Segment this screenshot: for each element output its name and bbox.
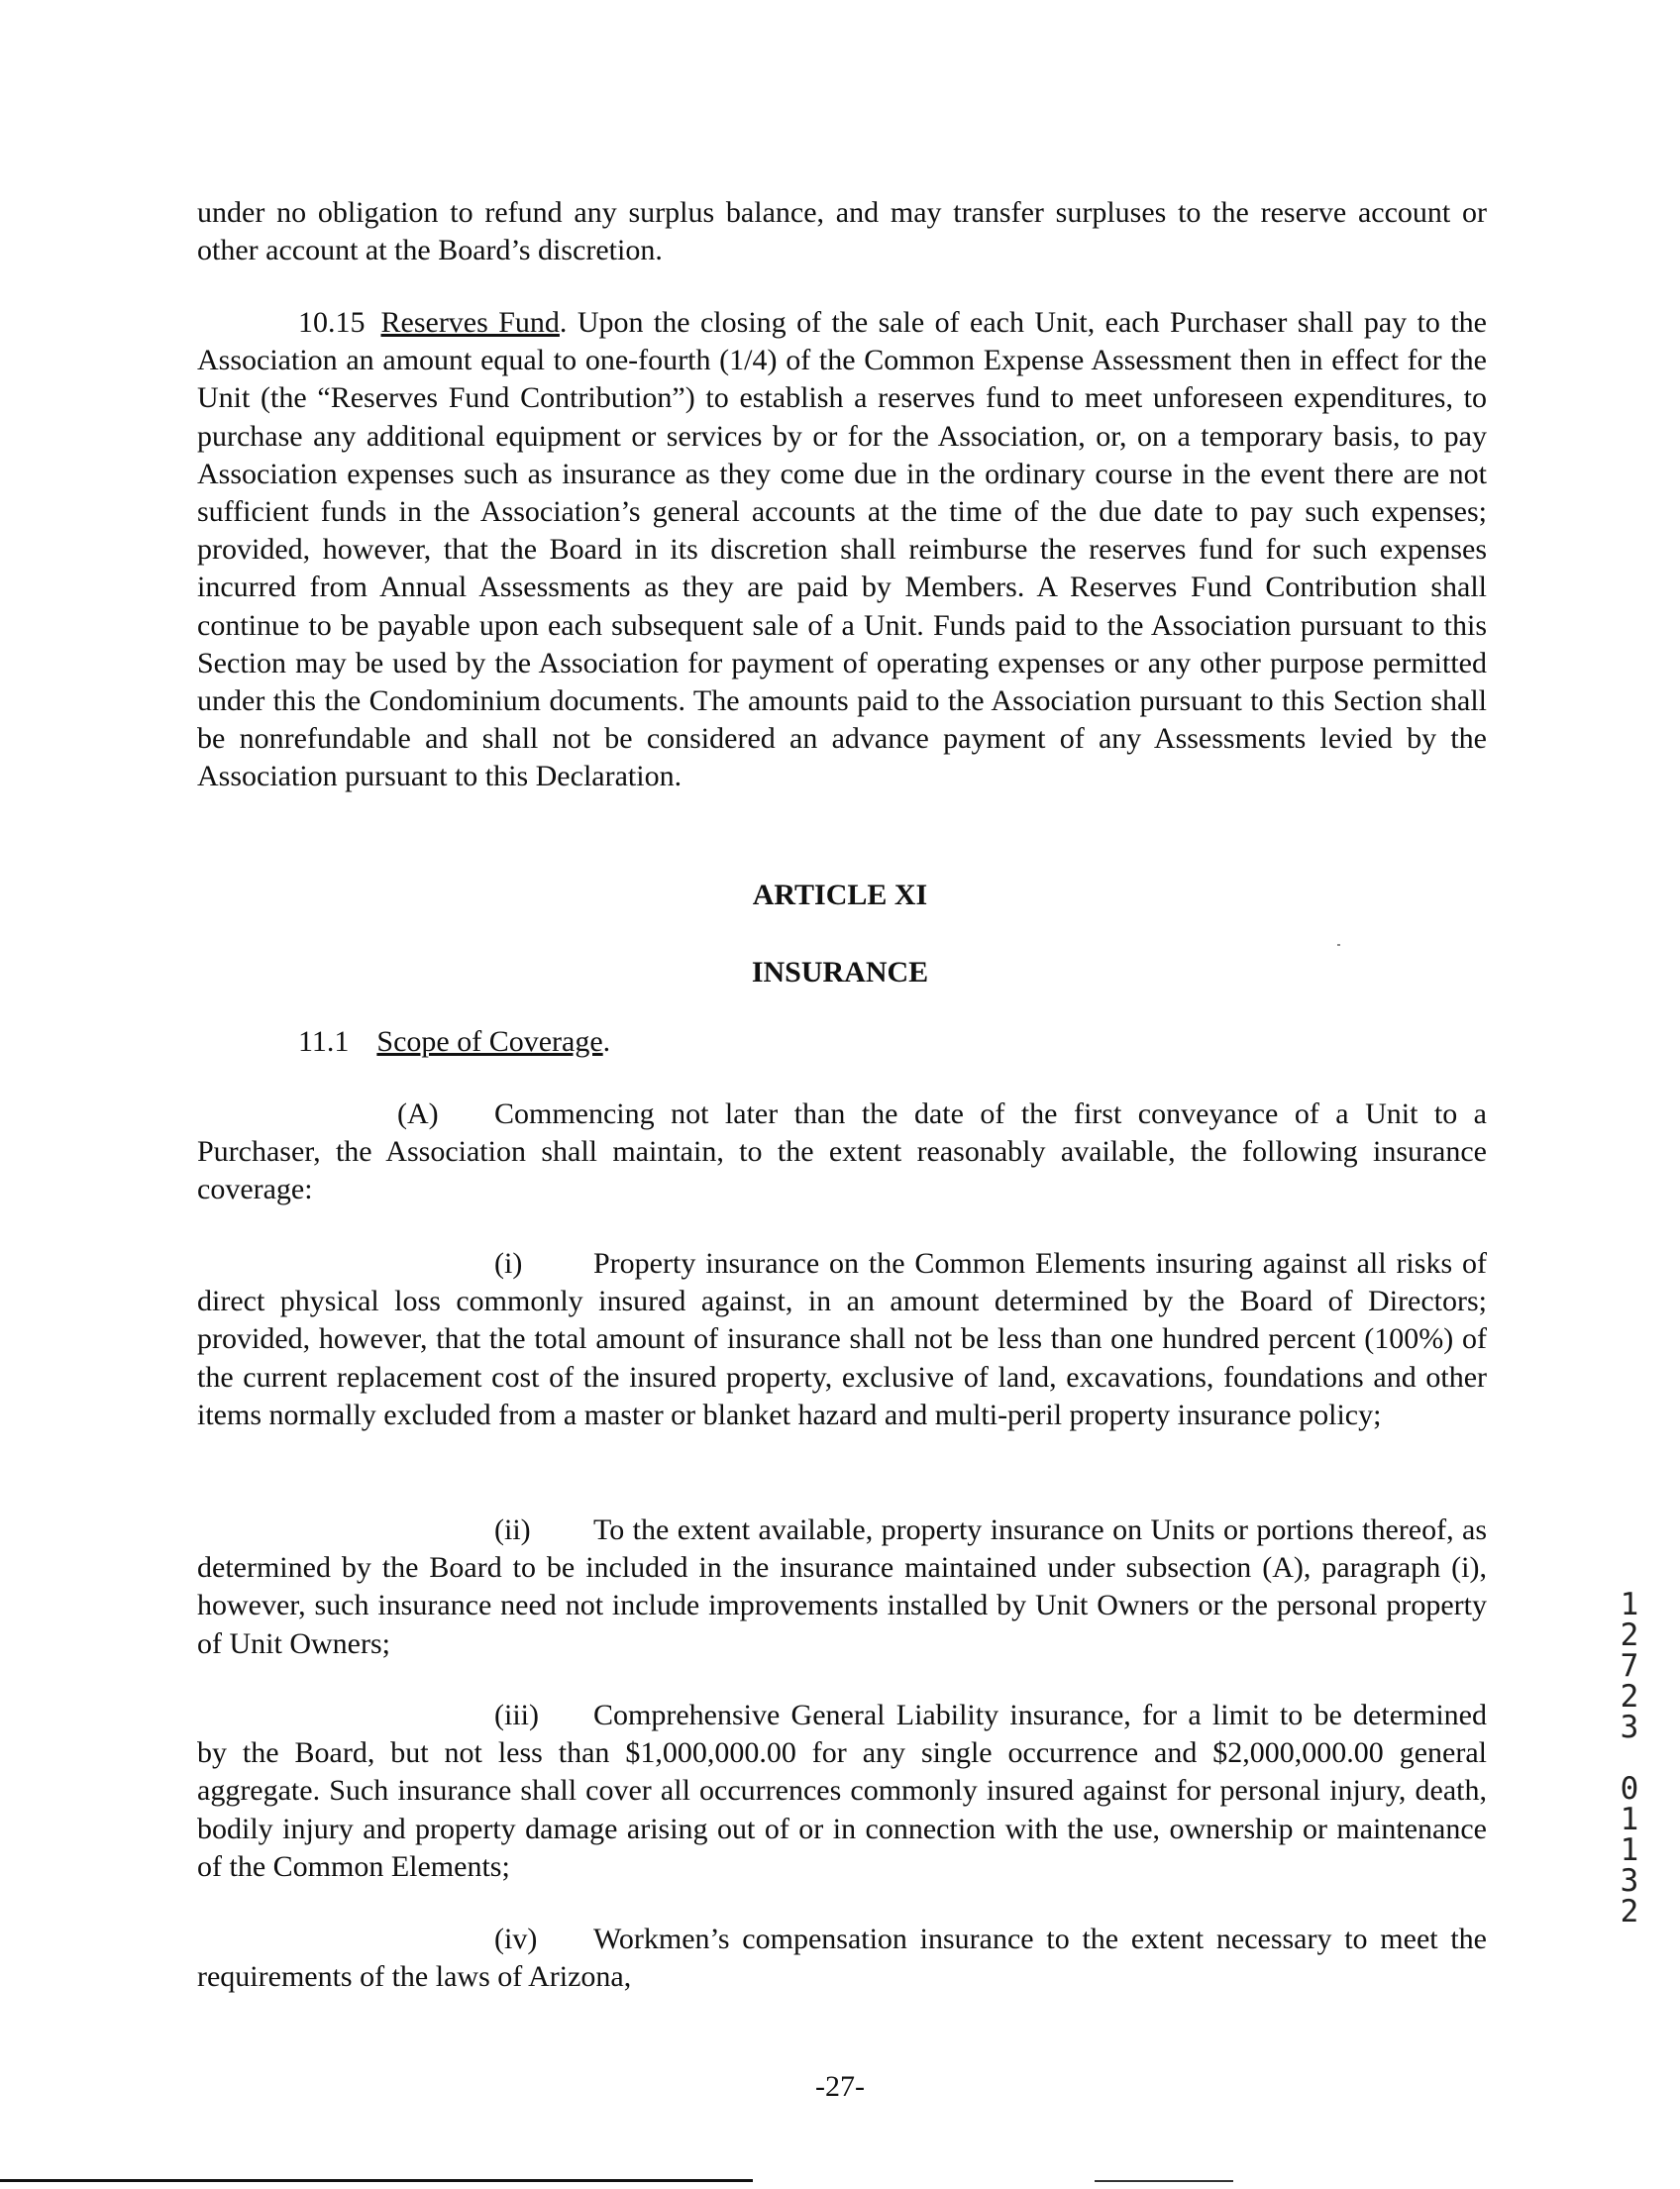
stamp-glyph: 0 [1620, 1771, 1639, 1807]
stamp-glyph: 1 [1620, 1832, 1639, 1868]
recording-stamp [1613, 1587, 1646, 1929]
section-10-15-number: 10.15 [298, 306, 366, 339]
bottom-rule-secondary [1095, 2180, 1233, 2182]
item-iii-body: Comprehensive General Liability insurance, for a limit to be determined by the Board, but not less than $1,000,000.00 for any single occurrence and $2,000,000.00 general aggregate. Such insurance shall cover all occurrences commonly insured against for personal injury, death, bodily injury and property damage arising out of or in connection with the use, ownership or maintenance of the Common Elements; [197, 1699, 1487, 1883]
stamp-glyph: 2 [1620, 1679, 1639, 1715]
scan-speck [1337, 944, 1340, 946]
subsection-a-body: Commencing not later than the date of the first conveyance of a Unit to a Purchaser, the Association shall maintain, to the extent reasonably available, the following insurance coverage: [197, 1097, 1487, 1206]
item-i-label: (i) [494, 1247, 523, 1280]
stamp-glyph: 3 [1620, 1710, 1639, 1745]
item-ii-body: To the extent available, property insurance on Units or portions thereof, as determined by the Board to be included in the insurance maintained under subsection (A), paragraph (i), however, such insurance need not include improvements installed by Unit Owners or the personal property of Unit Owners; [197, 1513, 1487, 1660]
item-iii-label: (iii) [494, 1699, 539, 1731]
section-11-1-heading: 11.1 Scope of Coverage. [298, 1025, 611, 1058]
continuation-paragraph: under no obligation to refund any surplus balance, and may transfer surpluses to the reserve account or other account at the Board’s discretion. [197, 196, 1487, 267]
item-i-paragraph [197, 1245, 1487, 1434]
item-i-body: Property insurance on the Common Elements insuring against all risks of direct physical loss commonly insured against, in an amount determined by the Board of Directors; provided, however, that the total amount of insurance shall not be less than one hundred percent (100%) of the current replacement cost of the insured property, exclusive of land, excavations, foundations and other items normally excluded from a master or blanket hazard and multi-peril property insurance policy; [197, 1247, 1487, 1431]
stamp-glyph: 2 [1620, 1617, 1639, 1653]
bottom-rule [0, 2179, 753, 2182]
stamp-glyph: 1 [1620, 1587, 1639, 1622]
stamp-glyph: 3 [1620, 1863, 1639, 1899]
section-11-1-number: 11.1 [298, 1025, 350, 1058]
item-iv-body: Workmen’s compensation insurance to the extent necessary to meet the requirements of the laws of Arizona, [197, 1923, 1487, 1994]
article-title: INSURANCE [751, 956, 929, 989]
article-heading: ARTICLE XI [752, 879, 928, 911]
item-iv-paragraph [197, 1921, 1487, 1996]
section-10-15-title: Reserves Fund [380, 306, 560, 339]
stamp-glyph: 7 [1620, 1648, 1639, 1684]
item-ii-paragraph [197, 1511, 1487, 1663]
subsection-a-paragraph [197, 1095, 1487, 1209]
stamp-glyph: 1 [1620, 1802, 1639, 1837]
stamp-glyph: 2 [1620, 1894, 1639, 1929]
page-number: -27- [815, 2070, 865, 2103]
item-ii-label: (ii) [494, 1513, 531, 1546]
item-iii-paragraph [197, 1697, 1487, 1886]
section-10-15-body: . Upon the closing of the sale of each Unit, each Purchaser shall pay to the Association an amount equal to one-fourth (1/4) of the Common Expense Assessment then in effect for the Unit (the “Reserves Fund Contribution”) to establish a reserves fund to meet unforeseen expenditures, to purchase any additional equipment or services by or for the Association, or, on a temporary basis, to pay Association expenses such as insurance as they come due in the ordinary course in the event there are not sufficient funds in the Association’s general accounts at the time of the due date to pay such expenses; provided, however, that the Board in its discretion shall reimburse the reserves fund for such expenses incurred from Annual Assessments as they are paid by Members. A Reserves Fund Contribution shall continue to be payable upon each subsequent sale of a Unit. Funds paid to the Association pursuant to this Section may be used by the Association for payment of operating expenses or any other purpose permitted under this the Condominium documents. The amounts paid to the Association pursuant to this Section shall be nonrefundable and shall not be considered an advance payment of any Assessments levied by the Association pursuant to this Declaration. [197, 306, 1487, 793]
stamp-glyph [1613, 1743, 1646, 1774]
section-10-15-paragraph [197, 304, 1487, 796]
item-iv-label: (iv) [494, 1923, 538, 1955]
section-11-1-title: Scope of Coverage [376, 1025, 603, 1058]
subsection-a-label: (A) [397, 1097, 439, 1130]
